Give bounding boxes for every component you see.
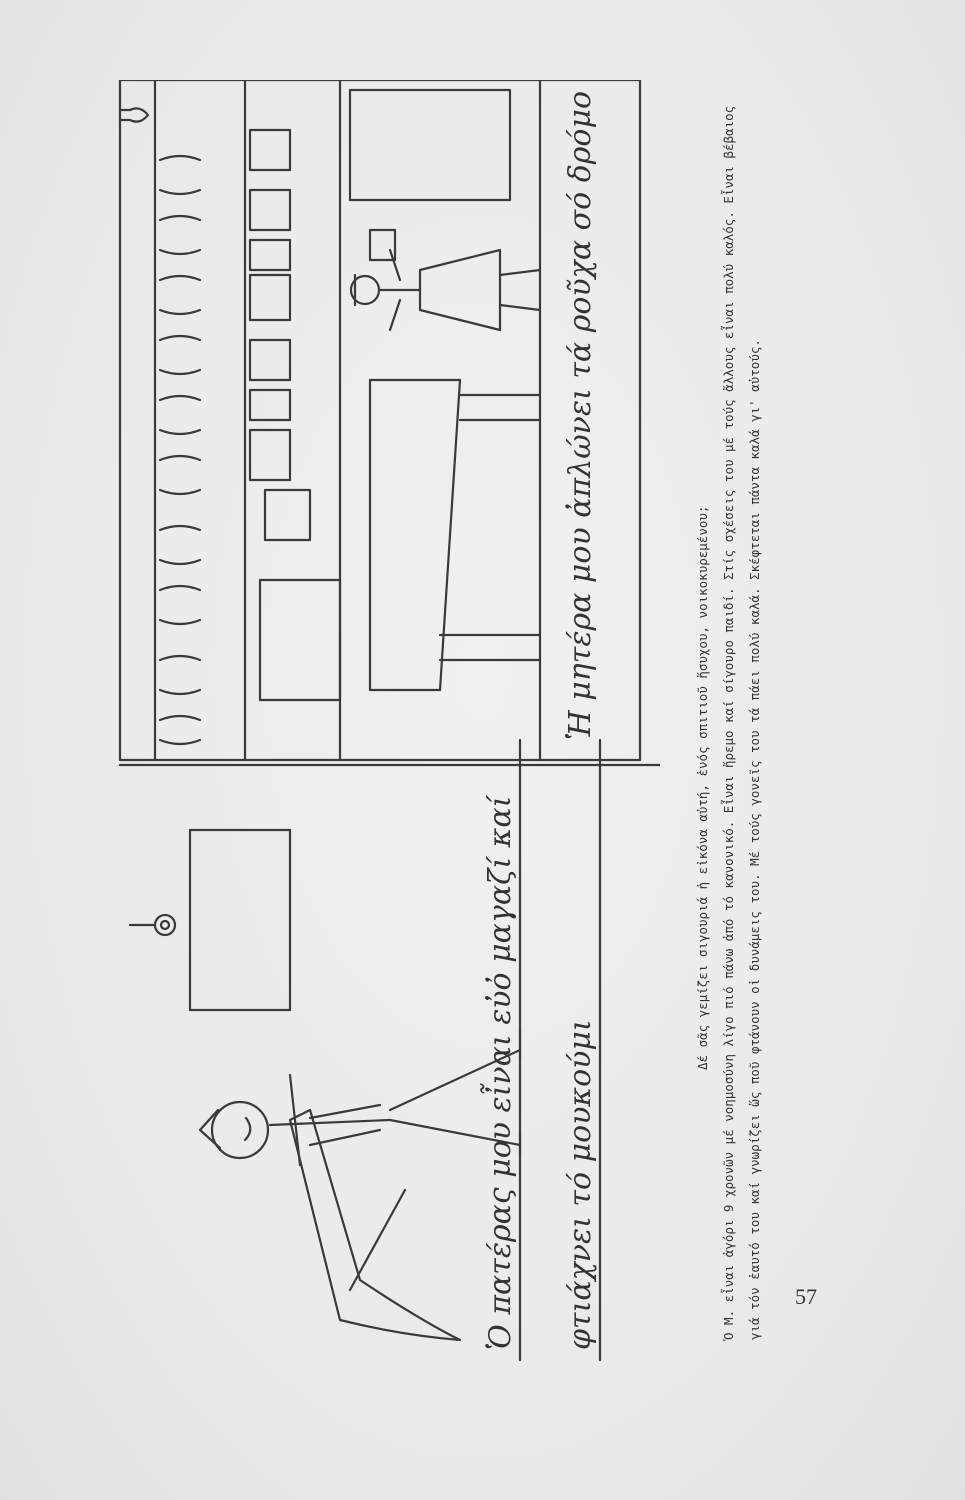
doorway [190,830,290,1010]
rotated-content [100,80,762,1380]
window [350,90,510,200]
mother-figure [351,230,540,330]
shelf-jars [250,130,290,480]
label-mother: Ἡ μητέρα μου ἀπλώνει τά ροῦχα σό δρόμο [563,90,598,740]
child-drawing [100,80,660,1380]
drawing-illustration [100,80,660,1380]
cupboard [260,580,340,700]
basket [265,490,310,540]
counter-edge [350,1190,405,1290]
father-figure [200,1030,520,1165]
lamp [130,915,175,935]
caption-paragraph: Ὁ Μ. εἶναι ἀγόρι 9 χρονῶν μέ νοημοσύνη λίγο πιό πάνω ἀπό τό κανονικό. Εἶναι ἤρεμο καί σίγουρο παιδί. Στίς σχέσεις του μέ τούς ἄλλους εἶναι πολύ καλός. Εἶναι βέβαιος γιά τόν ἑαυτό του καί γνωρίζει ὥς ποῦ φτάνουν οἱ δυνάμεις του. Μέ τούς γονεῖς του τά πάει πολύ καλά. Σκέφτεται πάντα καλά γι' αὐτούς. [721,105,762,1340]
bed [370,380,460,690]
label-father-line2: φτιάχνει τό μουκούμι [563,1019,598,1350]
hanging-items [120,108,200,744]
page-number: 57 [795,1284,817,1309]
caption-block [690,100,768,1340]
caption-question: Δέ σᾶς γεμίζει σιγουριά ἡ εἰκόνα αὐτή, ἑνός σπιτιοῦ ἥσυχου, νοικοκυρεμένου; [695,505,710,1070]
mother-scene-frame [120,80,640,760]
label-father-line1: Ὁ πατέρας μου εἶναι εὐὀ μαγαζί καί [483,795,518,1350]
